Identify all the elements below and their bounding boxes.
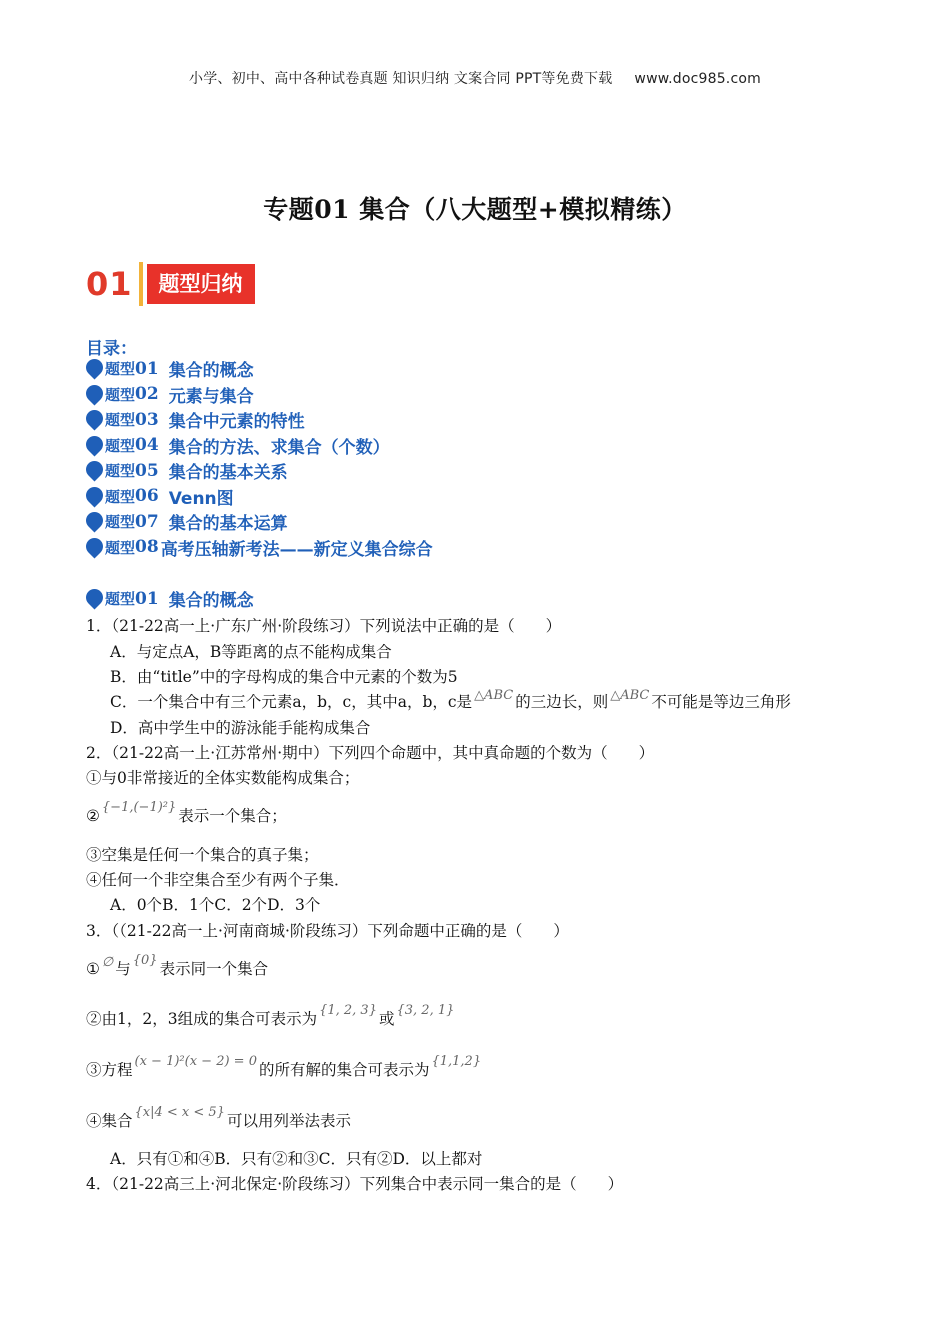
math-expression: ∅ — [101, 955, 114, 970]
toc-item-05[interactable]: 题型 05 集合的基本关系 — [86, 458, 433, 484]
toc-item-06[interactable]: 题型 06 Venn图 — [86, 484, 433, 510]
q2-statement-4: ④任何一个非空集合至少有两个子集． — [86, 871, 350, 889]
banner-text: 小学、初中、高中各种试卷真题 知识归纳 文案合同 PPT等免费下载 — [189, 71, 613, 87]
math-expression: {1, 2, 3} — [319, 1003, 377, 1018]
math-expression: {1,1,2} — [431, 1054, 482, 1069]
toc-item-04[interactable]: 题型 04 集合的方法、求集合（个数） — [86, 433, 433, 459]
math-expression: △ABC — [474, 688, 514, 703]
q1-option-c: C．一个集合中有三个元素a，b，c，其中a，b，c是 $^{\triangle ABC}$ 的三边长，则 $^{\triangle ABC}$ 不可能是等边三角形 — [110, 688, 791, 711]
location-pin-icon — [82, 356, 106, 380]
math-expression: △ABC — [610, 688, 650, 703]
q2-option-d: D．3个 — [267, 896, 321, 914]
toc-list — [86, 356, 433, 560]
q2-statement-1: ①与0非常接近的全体实数能构成集合； — [86, 769, 360, 787]
q3-option-c: C．只有② — [318, 1150, 393, 1168]
q3-option-b: B．只有②和③ — [214, 1150, 319, 1168]
location-pin-icon — [82, 483, 106, 507]
q2-statement-3: ③空集是任何一个集合的真子集； — [86, 846, 319, 864]
math-expression: {−1,(−1)²} — [101, 800, 177, 815]
toc-item-02[interactable]: 题型 02 元素与集合 — [86, 382, 433, 408]
toc-item-01[interactable]: 题型 01 集合的概念 — [86, 356, 433, 382]
toc-heading: 目录： — [86, 339, 137, 359]
q2-statement-2: ② $^{\{-1,(-1)^2\}}$ 表示一个集合； — [86, 800, 287, 825]
math-expression: (x − 1)²(x − 2) = 0 — [134, 1054, 257, 1069]
q3-option-d: D．以上都对 — [392, 1150, 483, 1168]
q1-stem: 1．（21-22高一上·广东广州·阶段练习）下列说法中正确的是（ ） — [86, 617, 562, 635]
q3-option-a: A．只有①和④ — [110, 1150, 215, 1168]
toc-item-03[interactable]: 题型 03 集合中元素的特性 — [86, 407, 433, 433]
q3-statement-1: ① ∅ 与 $^{\{0\}}$ 表示同一个集合 — [86, 953, 269, 978]
section-number: 01 — [86, 265, 133, 303]
location-pin-icon — [82, 381, 106, 405]
location-pin-icon — [82, 586, 106, 610]
section-divider — [139, 262, 143, 306]
q4-stem: 4．（21-22高三上·河北保定·阶段练习）下列集合中表示同一集合的是（ ） — [86, 1175, 624, 1193]
q2-stem: 2．（21-22高一上·江苏常州·期中）下列四个命题中，其中真命题的个数为（ ） — [86, 744, 655, 762]
section-label: 题型归纳 — [147, 264, 255, 304]
section-header — [86, 262, 255, 306]
q1-option-a: A．与定点A，B等距离的点不能构成集合 — [110, 643, 392, 661]
q3-statement-2: ②由1，2，3组成的集合可表示为 $^{\{1, 2, 3\}}$ 或 $^{\{3, 2, 1\}}$ — [86, 1003, 455, 1028]
q3-stem: 3．（（21-22高一上·河南商城·阶段练习）下列命题中正确的是（ ） — [86, 922, 569, 940]
math-expression: {0} — [132, 953, 158, 968]
banner-url[interactable]: www.doc985.com — [634, 71, 761, 87]
q2-option-c: C．2个 — [214, 896, 268, 914]
toc-item-08[interactable]: 题型 08 高考压轴新考法——新定义集合综合 — [86, 535, 433, 561]
q2-options — [110, 893, 320, 915]
location-pin-icon — [82, 509, 106, 533]
q3-statement-4: ④集合 $^{\{x|4 < x < 5\}}$ 可以用列举法表示 — [86, 1105, 351, 1130]
top-banner — [0, 68, 950, 88]
q2-option-b: B．1个 — [162, 896, 215, 914]
location-pin-icon — [82, 458, 106, 482]
q1-option-d: D．高中学生中的游泳能手能构成集合 — [110, 719, 371, 737]
q3-options — [110, 1147, 482, 1169]
q1-option-b: B．由“title”中的字母构成的集合中元素的个数为5 — [110, 668, 458, 686]
location-pin-icon — [82, 534, 106, 558]
location-pin-icon — [82, 432, 106, 456]
math-expression: {x|4 < x < 5} — [134, 1105, 225, 1120]
location-pin-icon — [82, 407, 106, 431]
toc-item-07[interactable]: 题型 07 集合的基本运算 — [86, 509, 433, 535]
math-expression: {3, 2, 1} — [396, 1003, 455, 1018]
q3-statement-3: ③方程 $^{(x - 1)^2(x - 2) = 0}$ 的所有解的集合可表示为 $^{\{1,1,2\}}$ — [86, 1054, 482, 1079]
page-title: 专题01 集合（八大题型+模拟精练） — [263, 195, 687, 224]
q2-option-a: A．0个 — [110, 896, 163, 914]
question-type-header: 题型 01 集合的概念 — [86, 586, 254, 612]
